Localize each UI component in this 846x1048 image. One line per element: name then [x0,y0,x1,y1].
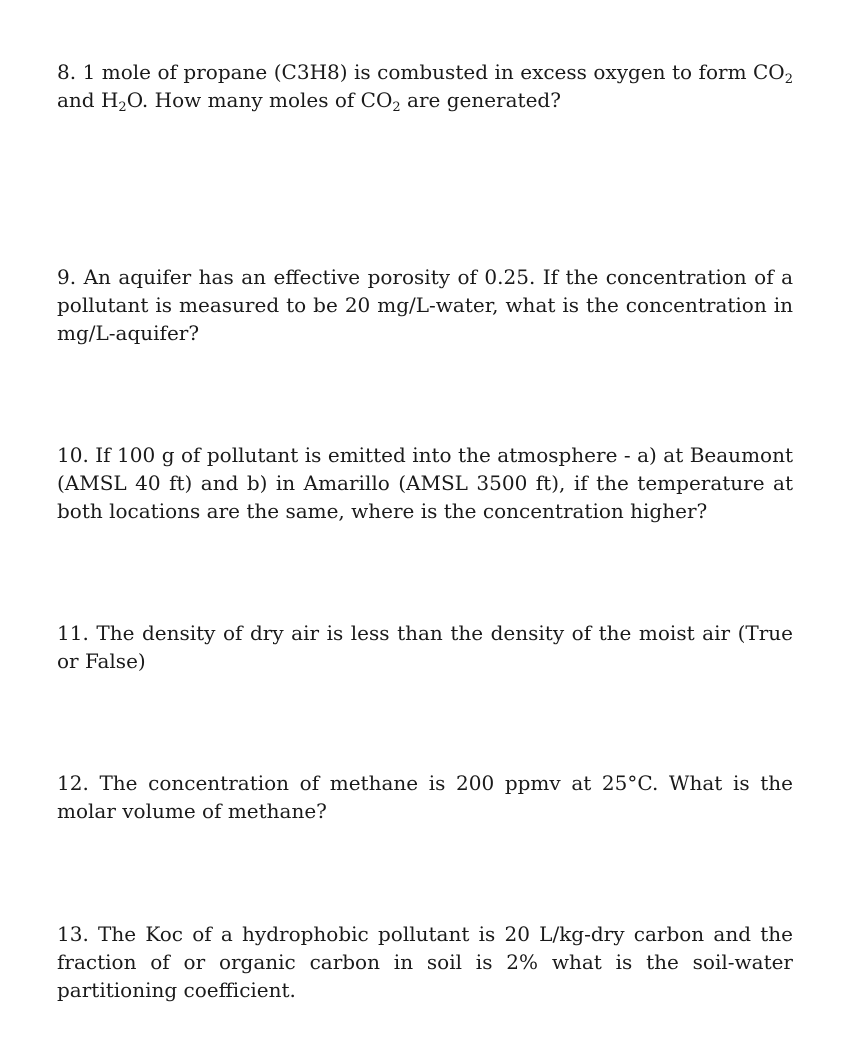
question-13 [57,920,793,1004]
question-text [57,621,793,673]
question-10 [57,441,793,525]
text-run: If 100 g of pollutant is emitted into the atmosphere - a) at Beaumont (AMSL 40 ft) and b) in Amarillo (AMSL 3500 ft), if the temperature at both locations are the same, where is the concentration higher? [57,443,793,523]
subscript: 2 [784,72,793,87]
text-run: are generated? [400,88,561,112]
text-run: and H [57,88,119,112]
text-run: The concentration of methane is 200 ppmv at 25°C. What is the molar volume of methane? [57,771,793,823]
question-8 [57,58,793,114]
text-run: An aquifer has an effective porosity of 0.25. If the concentration of a pollutant is measured to be 20 mg/L-water, what is the concentration in mg/L-aquifer? [57,265,794,345]
subscript: 2 [118,100,127,115]
question-number: 9. [57,265,77,289]
text-run: 1 mole of propane (C3H8) is combusted in excess oxygen to form CO [82,60,785,84]
question-text [57,265,793,345]
question-text [57,60,793,115]
question-number: 12. [57,771,89,795]
text-run: O. How many moles of CO [126,88,393,112]
text-run: The density of dry air is less than the density of the moist air (True or False) [57,621,793,673]
question-number: 8. [57,60,77,84]
question-text [57,771,793,823]
question-9 [57,263,793,347]
question-11 [57,619,793,675]
question-12 [57,769,793,825]
question-number: 10. [57,443,89,467]
subscript: 2 [392,100,401,115]
question-text [57,922,793,1002]
question-number: 13. [57,922,89,946]
question-text [57,443,793,523]
text-run: The Koc of a hydrophobic pollutant is 20 L/kg-dry carbon and the fraction of or organic carbon in soil is 2% what is the soil-water partitioning coefficient. [57,922,793,1002]
question-number: 11. [57,621,89,645]
